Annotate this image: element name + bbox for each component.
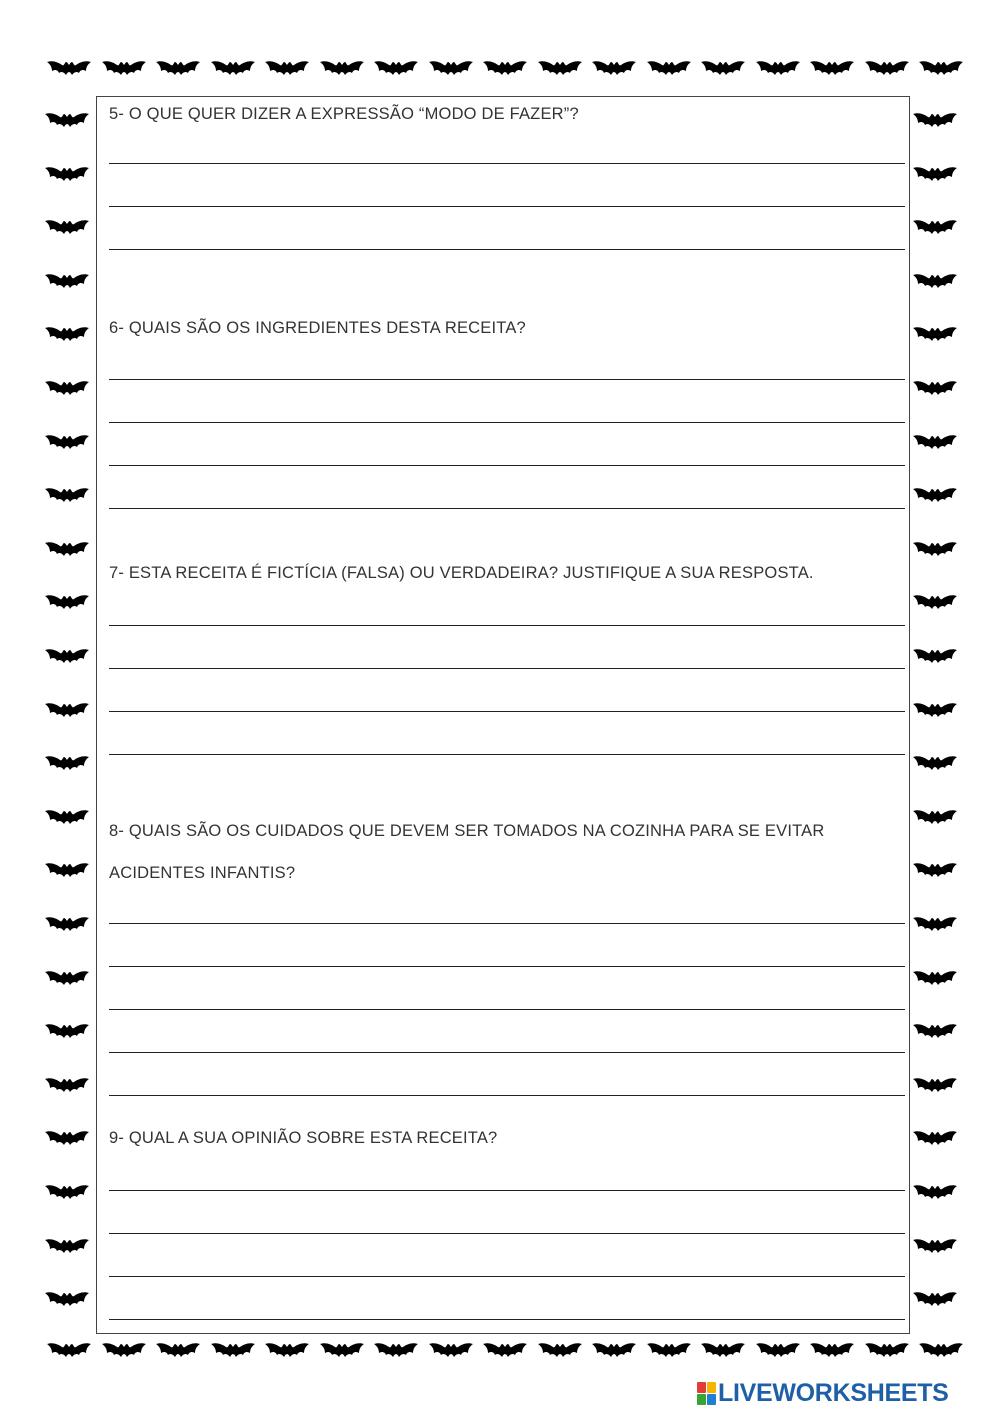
- bat-icon: [44, 858, 90, 884]
- bat-icon: [44, 966, 90, 992]
- bat-icon: [44, 644, 90, 670]
- answer-line[interactable]: [109, 1009, 905, 1010]
- bat-icon: [44, 698, 90, 724]
- bat-icon: [44, 537, 90, 563]
- bat-icon: [646, 56, 692, 82]
- bat-icon: [537, 56, 583, 82]
- bat-icon: [912, 430, 958, 456]
- bat-icon: [912, 966, 958, 992]
- bat-icon: [44, 590, 90, 616]
- answer-line[interactable]: [109, 923, 905, 924]
- answer-line[interactable]: [109, 711, 905, 712]
- bat-icon: [912, 1073, 958, 1099]
- bat-icon: [912, 322, 958, 348]
- bat-icon: [912, 215, 958, 241]
- bat-icon: [912, 1287, 958, 1313]
- bat-icon: [264, 1338, 310, 1364]
- bat-icon: [44, 162, 90, 188]
- answer-line[interactable]: [109, 206, 905, 207]
- bat-icon: [912, 1126, 958, 1152]
- brand-name: LIVEWORKSHEETS: [718, 1378, 949, 1407]
- bat-icon: [44, 805, 90, 831]
- bat-icon: [101, 56, 147, 82]
- bat-icon: [264, 56, 310, 82]
- answer-line[interactable]: [109, 625, 905, 626]
- bat-icon: [44, 1073, 90, 1099]
- bat-icon: [319, 56, 365, 82]
- bat-icon: [44, 1287, 90, 1313]
- answer-line[interactable]: [109, 163, 905, 164]
- logo-mark-icon: [697, 1382, 716, 1405]
- bat-icon: [44, 1234, 90, 1260]
- answer-line[interactable]: [109, 1319, 905, 1320]
- bat-icon: [101, 1338, 147, 1364]
- bat-icon: [210, 56, 256, 82]
- bat-icon: [912, 912, 958, 938]
- bat-icon: [44, 1126, 90, 1152]
- bat-icon: [46, 56, 92, 82]
- bat-icon: [912, 376, 958, 402]
- worksheet-frame: [96, 96, 910, 1334]
- bat-icon: [912, 858, 958, 884]
- bat-icon: [912, 698, 958, 724]
- bat-icon: [373, 56, 419, 82]
- bat-icon: [912, 644, 958, 670]
- bat-icon: [155, 56, 201, 82]
- answer-line[interactable]: [109, 249, 905, 250]
- bat-icon: [591, 1338, 637, 1364]
- bat-icon: [755, 1338, 801, 1364]
- answer-line[interactable]: [109, 1276, 905, 1277]
- bat-icon: [210, 1338, 256, 1364]
- bat-icon: [44, 1180, 90, 1206]
- question-9: 9- QUAL A SUA OPINIÃO SOBRE ESTA RECEITA?: [109, 1129, 498, 1147]
- answer-line[interactable]: [109, 754, 905, 755]
- answer-line[interactable]: [109, 1095, 905, 1096]
- bat-icon: [537, 1338, 583, 1364]
- bat-icon: [912, 1234, 958, 1260]
- bat-icon: [755, 56, 801, 82]
- answer-line[interactable]: [109, 966, 905, 967]
- bat-icon: [864, 1338, 910, 1364]
- bat-icon: [912, 805, 958, 831]
- question-6: 6- QUAIS SÃO OS INGREDIENTES DESTA RECEITA?: [109, 319, 526, 337]
- answer-line[interactable]: [109, 1190, 905, 1191]
- bat-icon: [912, 1019, 958, 1045]
- bat-icon: [809, 1338, 855, 1364]
- bat-icon: [44, 376, 90, 402]
- bat-icon: [912, 162, 958, 188]
- bat-icon: [44, 215, 90, 241]
- bat-icon: [918, 1338, 964, 1364]
- bat-icon: [912, 1180, 958, 1206]
- bat-icon: [428, 56, 474, 82]
- bat-icon: [482, 1338, 528, 1364]
- bat-icon: [46, 1338, 92, 1364]
- answer-line[interactable]: [109, 379, 905, 380]
- bat-icon: [44, 751, 90, 777]
- bat-icon: [912, 537, 958, 563]
- bat-icon: [44, 108, 90, 134]
- bat-icon: [646, 1338, 692, 1364]
- bat-icon: [373, 1338, 419, 1364]
- bat-icon: [864, 56, 910, 82]
- answer-line[interactable]: [109, 422, 905, 423]
- bat-icon: [912, 269, 958, 295]
- bat-icon: [912, 590, 958, 616]
- bat-icon: [700, 1338, 746, 1364]
- liveworksheets-logo[interactable]: [697, 1380, 949, 1406]
- bat-icon: [700, 56, 746, 82]
- bat-icon: [428, 1338, 474, 1364]
- question-5: 5- O QUE QUER DIZER A EXPRESSÃO “MODO DE FAZER”?: [109, 105, 579, 123]
- bat-icon: [44, 912, 90, 938]
- bat-icon: [591, 56, 637, 82]
- bat-icon: [918, 56, 964, 82]
- bat-icon: [44, 430, 90, 456]
- bat-icon: [809, 56, 855, 82]
- bat-icon: [44, 322, 90, 348]
- answer-line[interactable]: [109, 668, 905, 669]
- bat-icon: [319, 1338, 365, 1364]
- bat-icon: [912, 108, 958, 134]
- question-8: 8- QUAIS SÃO OS CUIDADOS QUE DEVEM SER TOMADOS NA COZINHA PARA SE EVITAR: [109, 822, 825, 840]
- answer-line[interactable]: [109, 1052, 905, 1053]
- bat-icon: [155, 1338, 201, 1364]
- question-7: 7- ESTA RECEITA É FICTÍCIA (FALSA) OU VERDADEIRA? JUSTIFIQUE A SUA RESPOSTA.: [109, 564, 814, 582]
- bat-icon: [44, 269, 90, 295]
- answer-line[interactable]: [109, 1233, 905, 1234]
- bat-icon: [482, 56, 528, 82]
- bat-icon: [44, 483, 90, 509]
- bat-icon: [912, 483, 958, 509]
- question-8-line-2: ACIDENTES INFANTIS?: [109, 864, 296, 882]
- bat-icon: [912, 751, 958, 777]
- answer-line[interactable]: [109, 465, 905, 466]
- bat-icon: [44, 1019, 90, 1045]
- answer-line[interactable]: [109, 508, 905, 509]
